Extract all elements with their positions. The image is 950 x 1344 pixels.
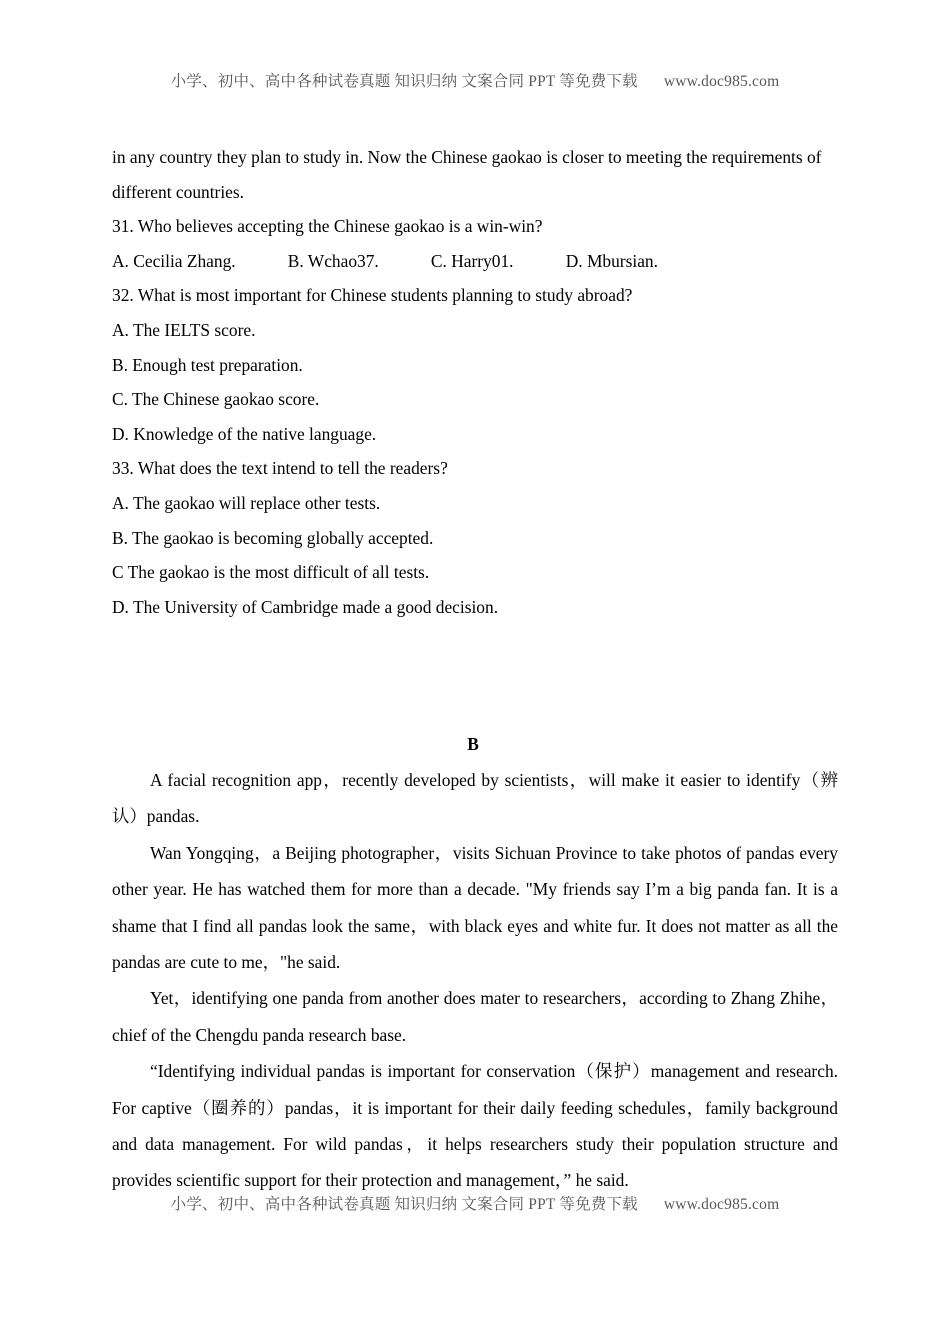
section-b-paragraph-2: Wan Yongqing，a Beijing photographer，visits Sichuan Province to take photos of pandas every other year. He has watched them for more than a decade. "My friends say I’m a big panda fan. It is a shame that I find all pandas look the same，with black eyes and white fur. It does not matter as all the pandas are cute to me，"he said.	[112, 842, 838, 972]
question-32-option-a: A. The IELTS score.	[112, 319, 256, 340]
text-column	[112, 140, 838, 1199]
question-33-option-b: B. The gaokao is becoming globally accepted.	[112, 527, 434, 548]
question-33-option-a: A. The gaokao will replace other tests.	[112, 492, 381, 513]
question-32-option-c: C. The Chinese gaokao score.	[112, 389, 320, 410]
question-32-stem: 32. What is most important for Chinese students planning to study abroad?	[112, 285, 633, 306]
question-32-option-b: B. Enough test preparation.	[112, 354, 303, 375]
footer-site-url: www.doc985.com	[663, 1196, 780, 1213]
footer-chinese-text: 小学、初中、高中各种试卷真题 知识归纳 文案合同 PPT 等免费下载	[170, 1196, 638, 1213]
section-b-paragraph-3: Yet，identifying one panda from another does mater to researchers，according to Zhang Zhihe，chief of the Chengdu panda research base.	[112, 988, 838, 1045]
section-gap	[112, 624, 838, 727]
question-32-option-d: D. Knowledge of the native language.	[112, 423, 377, 444]
page-footer	[0, 1192, 950, 1214]
header-chinese-text: 小学、初中、高中各种试卷真题 知识归纳 文案合同 PPT 等免费下载	[170, 73, 638, 90]
question-33-stem: 33. What does the text intend to tell the readers?	[112, 458, 448, 479]
section-b-paragraph-1: A facial recognition app，recently developed by scientists，will make it easier to identify（辨认）pandas.	[112, 769, 838, 827]
question-31-options-row: A. Cecilia Zhang. B. Wchao37. C. Harry01. D. Mbursian.	[112, 250, 658, 271]
question-31-stem: 31. Who believes accepting the Chinese gaokao is a win-win?	[112, 216, 543, 237]
section-b-heading: B	[467, 734, 479, 755]
section-b-paragraph-4: “Identifying individual pandas is important for conservation（保护）management and research. For captive（圈养的）pandas，it is important for their daily feeding schedules，family background and data management. For wild pandas，it helps researchers study their population structure and provides scientific support for their protection and management，” he said.	[112, 1061, 838, 1191]
header-site-url: www.doc985.com	[663, 73, 780, 90]
passage-tail-line-1: in any country they plan to study in. Now the Chinese gaokao is closer to meeting the requirements of	[112, 147, 822, 167]
page-header	[0, 69, 950, 91]
passage-tail-line-2: different countries.	[112, 181, 244, 202]
question-33-option-c: C The gaokao is the most difficult of all tests.	[112, 562, 430, 583]
question-33-option-d: D. The University of Cambridge made a good decision.	[112, 596, 499, 617]
